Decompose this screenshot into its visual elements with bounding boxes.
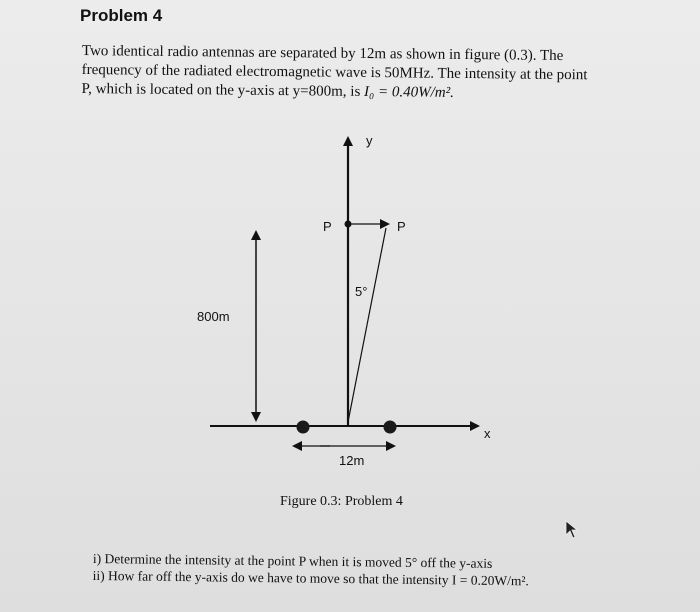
angle-label: 5° — [355, 284, 368, 299]
statement-line-3-text: P, which is located on the y-axis at y=800m, is — [81, 80, 365, 100]
intensity-formula: I₀ = 0.40W/m². — [364, 83, 454, 101]
angled-line — [348, 228, 386, 422]
point-p-label-right: P — [397, 219, 406, 234]
problem-title: Problem 4 — [80, 6, 163, 25]
point-p-label-left: P — [323, 219, 332, 234]
mouse-cursor-icon — [565, 520, 579, 540]
figure-caption: Figure 0.3: Problem 4 — [280, 494, 403, 509]
antenna-left — [297, 421, 310, 434]
antenna-right — [384, 421, 397, 434]
questions — [93, 550, 673, 591]
y-axis-label: y — [366, 133, 373, 148]
statement-line-1: Two identical radio antennas are separated by 12m as shown in figure (0.3). The — [81, 42, 564, 65]
x-axis-label: x — [484, 426, 491, 441]
separation-label: 12m — [339, 453, 365, 468]
question-2: ii) How far off the y-axis do we have to move so that the intensity I = 0.20W/m². — [92, 567, 529, 589]
question-1: i) Determine the intensity at the point P when it is moved 5° off the y-axis — [92, 550, 493, 571]
statement-line-2: frequency of the radiated electromagnetic wave is 50MHz. The intensity at the point — [81, 61, 588, 84]
distance-label: 800m — [197, 309, 230, 324]
